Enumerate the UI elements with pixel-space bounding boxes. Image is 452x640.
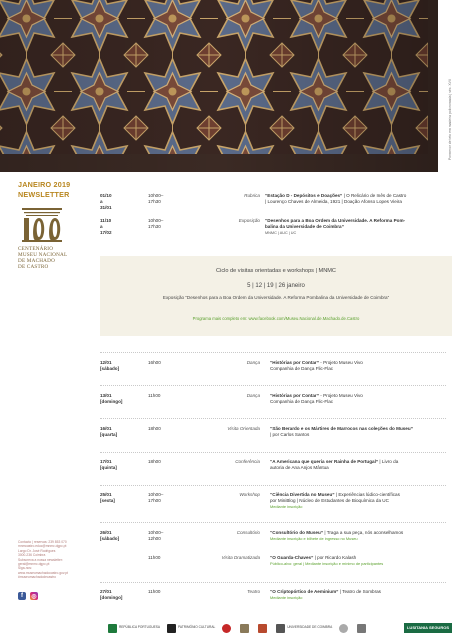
event-detail: | por Ricardo Kalash <box>313 555 357 560</box>
event-date <box>100 426 140 438</box>
event-type: Workshop <box>239 492 260 497</box>
dgpc-icon <box>167 624 176 633</box>
event-title: “A Americana que queria ser Rainha de Portugal” <box>270 459 379 464</box>
cycle-box <box>100 256 452 336</box>
event-date-text: 12/01 <box>100 360 112 365</box>
event-time: 11h00 <box>148 393 161 398</box>
event-time: 16h00 <box>148 360 161 365</box>
hero-caption <box>439 40 451 160</box>
month-heading: JANEIRO 2019 <box>18 180 71 189</box>
event-detail: - Projeto Museu Vivo <box>319 360 363 365</box>
event-detail: Companhia de Dança Flic-Flac <box>270 399 334 404</box>
event-title: “O Criptopórtico de Aeminium” <box>270 589 339 594</box>
patrimonio-cultural-logo <box>167 623 215 633</box>
uc-icon <box>276 624 285 633</box>
event-description <box>270 459 446 471</box>
logo-line: CENTENÁRIO <box>18 246 54 252</box>
event-date-text: 13/01 <box>100 393 112 398</box>
divider <box>100 485 446 486</box>
cycle-program-link[interactable]: Programa mais completo em: www.facebook.com/Museu.Nacional.de.Machado.de.Castro <box>192 316 360 321</box>
event-time: 11h00 <box>148 555 161 560</box>
logo-label: UNIVERSIDADE DE COIMBRA <box>287 625 333 630</box>
event-weekday: [domingo] <box>100 399 123 404</box>
logo-line: DE CASTRO <box>18 264 49 270</box>
event-detail: | Traga a sua peça, nós aconselhamos <box>323 530 404 535</box>
exhibition-partners: MNMC | AUC | UC <box>265 231 297 235</box>
event-description <box>270 530 446 542</box>
event-date <box>100 360 140 372</box>
event-date <box>100 492 140 504</box>
event-note: Mediante inscrição e bilhete de ingresso no Museu <box>270 536 358 541</box>
flag-icon <box>108 624 117 633</box>
website-link[interactable]: www.museumachadocastro.gov.pt <box>18 570 68 575</box>
social-links <box>18 592 38 600</box>
event-title: “Histórias por Contar” <box>270 360 320 365</box>
newsletter-heading: NEWSLETTER <box>18 190 70 199</box>
event-note: Mediante inscrição <box>270 504 303 509</box>
event-date <box>100 530 140 542</box>
contact-line: Contacto | reservas: 239 853 070 <box>18 540 67 544</box>
exhibition-title-cont: balina da Universidade de Coimbra” <box>265 224 344 229</box>
event-weekday: [sábado] <box>100 536 120 541</box>
event-title: “São Berardo e os Mártires de Marrocos nas coleções do Museu” <box>270 426 413 431</box>
event-weekday: [sábado] <box>100 366 120 371</box>
event-weekday: [quarta] <box>100 432 118 437</box>
event-description <box>270 492 446 510</box>
logo-label: REPÚBLICA PORTUGUESA <box>119 625 161 630</box>
event-time: 11h00 <box>148 589 161 594</box>
exhibition-description <box>265 193 445 205</box>
divider <box>100 582 446 583</box>
exhibition-type: Rubrica <box>244 193 260 198</box>
event-title: “Consultório do Museu” <box>270 530 324 535</box>
exhibition-type: Exposição <box>238 218 260 223</box>
event-type: Conferência <box>235 459 260 464</box>
divider <box>100 385 446 386</box>
event-date <box>100 393 140 405</box>
lusitania-logo <box>404 623 452 633</box>
partner-icon <box>240 624 249 633</box>
hero-caption-text: Pormenor de teto em madeira policromada | séc. XVII <box>448 79 452 160</box>
partner-logo <box>240 623 251 633</box>
event-time: 18h00 <box>148 426 161 431</box>
logo-line: MUSEU NACIONAL <box>18 252 68 258</box>
contact-line: 3000-236 Coimbra <box>18 553 46 558</box>
event-title: “O Guarda-Chaves” <box>270 555 314 560</box>
event-note: Público-alvo: geral | Mediante inscrição e mínimo de participantes <box>270 561 384 566</box>
event-detail: - Projeto Museu Vivo <box>319 393 363 398</box>
museum-logo-text <box>18 246 67 270</box>
event-title: “Ciência Divertida no Museu” <box>270 492 335 497</box>
event-title: “Histórias por Contar” <box>270 393 320 398</box>
event-description <box>270 393 446 405</box>
event-date-text: 16/01 <box>100 426 112 431</box>
contact-line: Siga-nos: <box>18 566 32 571</box>
exhibition-date: 01/10 a 31/01 <box>100 193 112 210</box>
event-date-text: 25/01 <box>100 492 112 497</box>
exhibition-time: 10h00–17h30 <box>148 218 164 229</box>
event-type: Visita Orientada <box>227 426 260 431</box>
logo-line: DE MACHADO <box>18 258 56 264</box>
event-detail: por MiniBlog | Núcleo de Estudantes de Bioquímica da UC <box>270 498 389 503</box>
event-type: Teatro <box>247 589 260 594</box>
event-weekday: [sexta] <box>100 498 115 503</box>
divider <box>100 418 446 419</box>
cycle-title: Ciclo de visitas orientadas e workshops | MNMC <box>216 268 336 274</box>
exhibition-date: 11/10 a 17/02 <box>100 218 112 235</box>
partner-logo <box>258 623 269 633</box>
event-description <box>270 426 446 438</box>
event-detail: | por Carlos Santos <box>270 432 310 437</box>
hero-image <box>0 0 438 172</box>
event-type: Dança <box>246 360 260 365</box>
logo-label: PATRIMÓNIO CULTURAL <box>178 625 216 630</box>
event-note: Mediante inscrição <box>270 595 303 600</box>
event-date <box>100 589 140 601</box>
event-detail: | Teatro de Sombras <box>338 589 381 594</box>
republica-portuguesa-logo <box>108 623 160 633</box>
event-detail: | Experiências lúdico-científicas <box>334 492 400 497</box>
event-detail: autoria de Ana Anjos Mântua <box>270 465 329 470</box>
universidade-coimbra-logo <box>276 623 332 633</box>
event-weekday: [quinta] <box>100 465 117 470</box>
contact-line: Subscreva a nossa newsletter: <box>18 557 63 562</box>
partner-icon <box>258 624 267 633</box>
event-time: 10h00–12h00 <box>148 530 164 541</box>
event-time: 18h00 <box>148 459 161 464</box>
divider <box>100 522 446 523</box>
partner-logo <box>339 623 350 633</box>
event-type: Consultório <box>236 530 260 535</box>
exhibition-description <box>265 218 445 236</box>
partner-icon <box>222 624 231 633</box>
partner-icon <box>339 624 348 633</box>
exhibition-title: “Desenhos para a Boa Ordem da Universidade. A Reforma Pom- <box>265 218 406 223</box>
event-time: 10h00–17h00 <box>148 492 164 503</box>
divider <box>100 352 446 353</box>
partner-logo <box>222 623 233 633</box>
event-date-text: 26/01 <box>100 530 112 535</box>
event-date-text: 17/01 <box>100 459 112 464</box>
logo-label: LUSITANIA SEGUROS <box>406 625 449 631</box>
event-weekday: [domingo] <box>100 595 123 600</box>
contacts-block <box>18 540 98 580</box>
facebook-icon[interactable]: f <box>18 592 26 600</box>
event-detail: Companhia de Dança Flic-Flac <box>270 366 334 371</box>
event-date <box>100 459 140 471</box>
geometric-ceiling-pattern <box>0 0 438 172</box>
exhibition-time: 10h00–17h30 <box>148 193 164 204</box>
event-type: Dança <box>246 393 260 398</box>
cycle-exhibition: Exposição “Desenhos para a Boa Ordem da Universidade. A Reforma Pombalina da Universidade de Coimbra” <box>162 295 390 300</box>
event-detail: | Livro da <box>378 459 399 464</box>
sponsor-logos <box>108 620 452 636</box>
museum-logo-icon <box>20 208 64 242</box>
partner-logo <box>357 623 368 633</box>
event-description <box>270 360 446 372</box>
partner-icon <box>357 624 366 633</box>
instagram-icon[interactable]: ◎ <box>31 593 37 600</box>
contact-line: Largo Dr. José Rodrigues <box>18 548 56 553</box>
cycle-dates: 5 | 12 | 19 | 26 janeiro <box>247 283 305 289</box>
exhibition-detail: | Lourenço Chaves de Almeida, 1921 | Doação Afonso Lopes Vieira <box>265 199 402 204</box>
exhibition-detail: | O Relicário de Inês de Castro <box>342 193 407 198</box>
contact-email-link[interactable]: geral@mnmc.dgpc.pt <box>18 562 50 567</box>
event-description <box>270 589 446 601</box>
event-description <box>270 555 446 567</box>
contact-email-link[interactable]: mnmcastro.educ@mnmc.dgpc.pt <box>18 544 67 549</box>
event-type: Visita Dramatizada <box>221 555 260 560</box>
exhibition-title: “Estação D - Depósitos e Doações” <box>265 193 343 198</box>
hashtag: #museumachadodecastro <box>18 575 56 580</box>
event-date-text: 27/01 <box>100 589 112 594</box>
divider <box>100 452 446 453</box>
